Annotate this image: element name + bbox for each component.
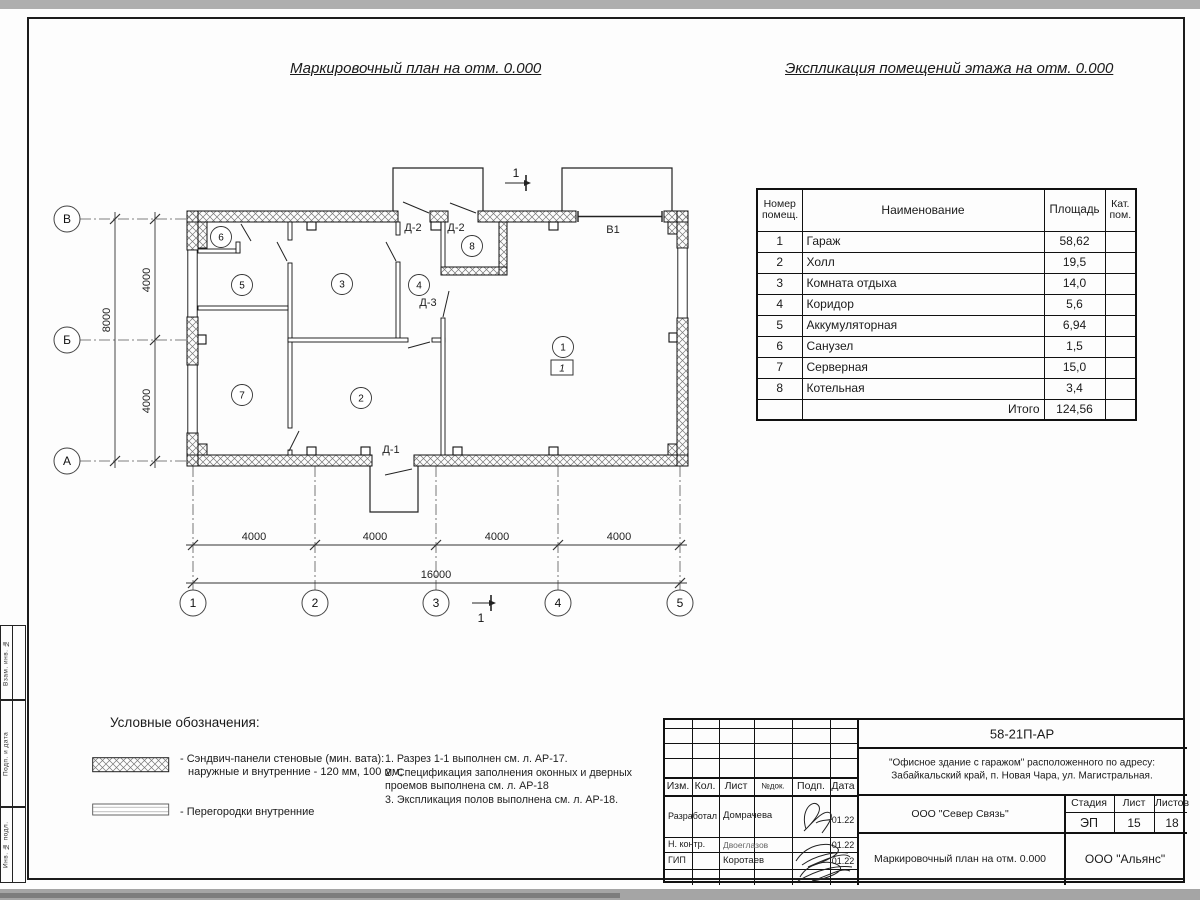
stamp-label: Инв. № подл. xyxy=(2,821,10,869)
note-2b: проемов выполнена см. л. АР-18 xyxy=(385,780,549,792)
tb-date-ncontr: 01.22 xyxy=(831,840,855,850)
tb-org: ООО "Альянс" xyxy=(1084,852,1166,866)
col-header-name: Наименование xyxy=(802,189,1044,231)
tb-col-data: Дата xyxy=(831,780,855,792)
room-area: 3,4 xyxy=(1044,378,1105,399)
table-row xyxy=(757,336,1136,357)
room-no: 5 xyxy=(757,315,802,336)
floor-type-mark xyxy=(551,360,573,375)
door-label-d2-a: Д-2 xyxy=(404,222,422,234)
tb-role-gip: ГИП xyxy=(668,855,686,865)
stamp-label: Подп. и дата xyxy=(2,731,10,776)
table-row xyxy=(757,378,1136,399)
tb-company: ООО "Север Связь" xyxy=(911,808,1009,820)
axis-col-3: 3 xyxy=(432,596,440,610)
signature-developer xyxy=(804,803,832,833)
tb-role-ncontr: Н. контр. xyxy=(668,839,706,849)
room-name: Комната отдыха xyxy=(802,273,1044,294)
legend-swatch-sandwich xyxy=(92,757,170,773)
dim-8000: 8000 xyxy=(101,307,113,333)
tb-col-izm: Изм. xyxy=(666,780,690,792)
tb-address-line1: "Офисное здание с гаражом" расположенного по адресу: xyxy=(888,757,1156,769)
dim-4000-b1: 4000 xyxy=(241,531,267,543)
room-no: 8 xyxy=(757,378,802,399)
floor-type-number: 1 xyxy=(559,363,565,375)
tb-name-developer: Домрачева xyxy=(723,810,773,821)
room-name: Аккумуляторная xyxy=(802,315,1044,336)
room-cat xyxy=(1105,231,1136,252)
floor-plan xyxy=(0,140,740,660)
room-number-7: 7 xyxy=(239,390,245,402)
side-stamp-podp xyxy=(0,700,26,807)
explication-table xyxy=(756,188,1137,421)
room-numbers xyxy=(218,233,566,405)
tb-sheet-value: 15 xyxy=(1127,816,1141,830)
tb-name-ncontr: Двоеглазов xyxy=(723,840,769,850)
col-header-area: Площадь xyxy=(1044,189,1105,231)
scan-smudge xyxy=(0,893,620,898)
room-cat xyxy=(1105,378,1136,399)
room-cat xyxy=(1105,294,1136,315)
door-label-d1: Д-1 xyxy=(382,444,400,456)
room-name: Санузел xyxy=(802,336,1044,357)
room-name: Серверная xyxy=(802,357,1044,378)
col-header-cat: Кат. пом. xyxy=(1105,189,1136,231)
room-area: 19,5 xyxy=(1044,252,1105,273)
door-label-d3: Д-3 xyxy=(419,297,437,309)
room-name: Котельная xyxy=(802,378,1044,399)
tb-address-line2: Забайкальский край, п. Новая Чара, ул. Магистральная. xyxy=(891,770,1153,782)
signature-gip xyxy=(798,862,852,881)
title-block xyxy=(663,718,1190,883)
legend-item1-line1: - Сэндвич-панели стеновые (мин. вата): xyxy=(180,753,385,765)
stamp-divider xyxy=(12,701,13,806)
table-row xyxy=(757,315,1136,336)
axis-col-2: 2 xyxy=(311,596,319,610)
notes-block xyxy=(385,753,645,807)
stamp-label: Взам. инв. № xyxy=(2,639,10,686)
tb-stage-value: ЭП xyxy=(1080,816,1098,830)
total-label: Итого xyxy=(802,399,1044,420)
col-header-number: Номер помещ. xyxy=(757,189,802,231)
dimension-labels xyxy=(101,268,631,581)
table-row xyxy=(757,357,1136,378)
tb-sheet-name: Маркировочный план на отм. 0.000 xyxy=(873,853,1047,865)
room-area: 5,6 xyxy=(1044,294,1105,315)
tb-doc-number: 58-21П-АР xyxy=(989,726,1055,742)
note-2: 2. Спецификация заполнения оконных и дверных xyxy=(385,766,632,779)
room-area: 1,5 xyxy=(1044,336,1105,357)
room-name: Гараж xyxy=(802,231,1044,252)
axis-col-1: 1 xyxy=(189,596,197,610)
section-label-bottom: 1 xyxy=(477,611,485,625)
dim-4000-b4: 4000 xyxy=(606,531,632,543)
room-number-3: 3 xyxy=(339,279,345,291)
partitions xyxy=(198,222,445,455)
table-row xyxy=(757,252,1136,273)
legend-swatch-partition xyxy=(92,803,170,817)
tb-date-developer: 01.22 xyxy=(831,815,855,825)
total-area: 124,56 xyxy=(1044,399,1105,420)
axis-col-5: 5 xyxy=(676,596,684,610)
room-cat xyxy=(1105,273,1136,294)
room-name: Коридор xyxy=(802,294,1044,315)
room-number-8: 8 xyxy=(469,241,475,253)
gate-label-v1: В1 xyxy=(606,224,620,236)
grid-bubble-labels xyxy=(63,212,684,610)
room-number-6: 6 xyxy=(218,232,224,244)
room-cat xyxy=(1105,357,1136,378)
axis-row-b: Б xyxy=(63,333,71,347)
side-stamp-inv xyxy=(0,807,26,883)
room-no: 7 xyxy=(757,357,802,378)
table-total-row xyxy=(757,399,1136,420)
plan-title: Маркировочный план на отм. 0.000 xyxy=(290,60,542,77)
room-no: 4 xyxy=(757,294,802,315)
section-label-top: 1 xyxy=(512,166,520,180)
room-area: 58,62 xyxy=(1044,231,1105,252)
signature-ncontr xyxy=(796,844,850,867)
room-cat xyxy=(1105,252,1136,273)
room-number-1: 1 xyxy=(560,342,566,354)
room-area: 14,0 xyxy=(1044,273,1105,294)
table-row xyxy=(757,231,1136,252)
note-1: 1. Разрез 1-1 выполнен см. л. АР-17. xyxy=(385,753,568,765)
room-number-5: 5 xyxy=(239,280,245,292)
dim-4000-left-top: 4000 xyxy=(141,267,153,293)
signatures xyxy=(792,795,858,885)
room-no: 3 xyxy=(757,273,802,294)
table-row xyxy=(757,273,1136,294)
note-3: 3. Экспликация полов выполнена см. л. АР-18. xyxy=(385,793,619,806)
legend-item2: - Перегородки внутренние xyxy=(180,806,315,818)
tb-name-gip: Коротаев xyxy=(723,855,765,866)
tb-sheets-value: 18 xyxy=(1165,816,1179,830)
room-no: 2 xyxy=(757,252,802,273)
axis-row-v: В xyxy=(62,212,72,226)
room-number-2: 2 xyxy=(358,393,364,405)
stamp-divider xyxy=(12,808,13,882)
tb-sheets-label: Листов xyxy=(1154,797,1190,809)
tb-col-ndoc: №док. xyxy=(761,781,785,791)
tb-date-gip: 01.22 xyxy=(831,856,855,866)
room-name: Холл xyxy=(802,252,1044,273)
dim-4000-b3: 4000 xyxy=(484,531,510,543)
dim-4000-left-bottom: 4000 xyxy=(141,388,153,414)
room-area: 6,94 xyxy=(1044,315,1105,336)
tb-col-podp: Подп. xyxy=(797,780,825,792)
table-row xyxy=(757,294,1136,315)
dim-4000-b2: 4000 xyxy=(362,531,388,543)
tb-sheet-label: Лист xyxy=(1122,797,1146,809)
tb-col-list: Лист xyxy=(724,780,748,792)
tb-col-kol: Кол. xyxy=(694,780,716,792)
tb-role-developer: Разработал xyxy=(668,811,717,821)
room-no: 6 xyxy=(757,336,802,357)
explication-title: Экспликация помещений этажа на отм. 0.000 xyxy=(785,60,1114,77)
gate-symbol xyxy=(578,211,662,222)
dim-16000: 16000 xyxy=(420,569,452,581)
door-label-d2-b: Д-2 xyxy=(447,222,465,234)
scan-edge-top xyxy=(0,0,1200,9)
legend-item1-line2: наружные и внутренние - 120 мм, 100 мм; xyxy=(188,766,403,778)
axis-col-4: 4 xyxy=(554,596,562,610)
room-cat xyxy=(1105,336,1136,357)
axis-row-a: А xyxy=(62,454,72,468)
legend-title: Условные обозначения: xyxy=(110,715,260,730)
room-no: 1 xyxy=(757,231,802,252)
tb-stage-label: Стадия xyxy=(1071,797,1107,809)
room-number-4: 4 xyxy=(416,280,422,292)
room-cat xyxy=(1105,315,1136,336)
room-area: 15,0 xyxy=(1044,357,1105,378)
